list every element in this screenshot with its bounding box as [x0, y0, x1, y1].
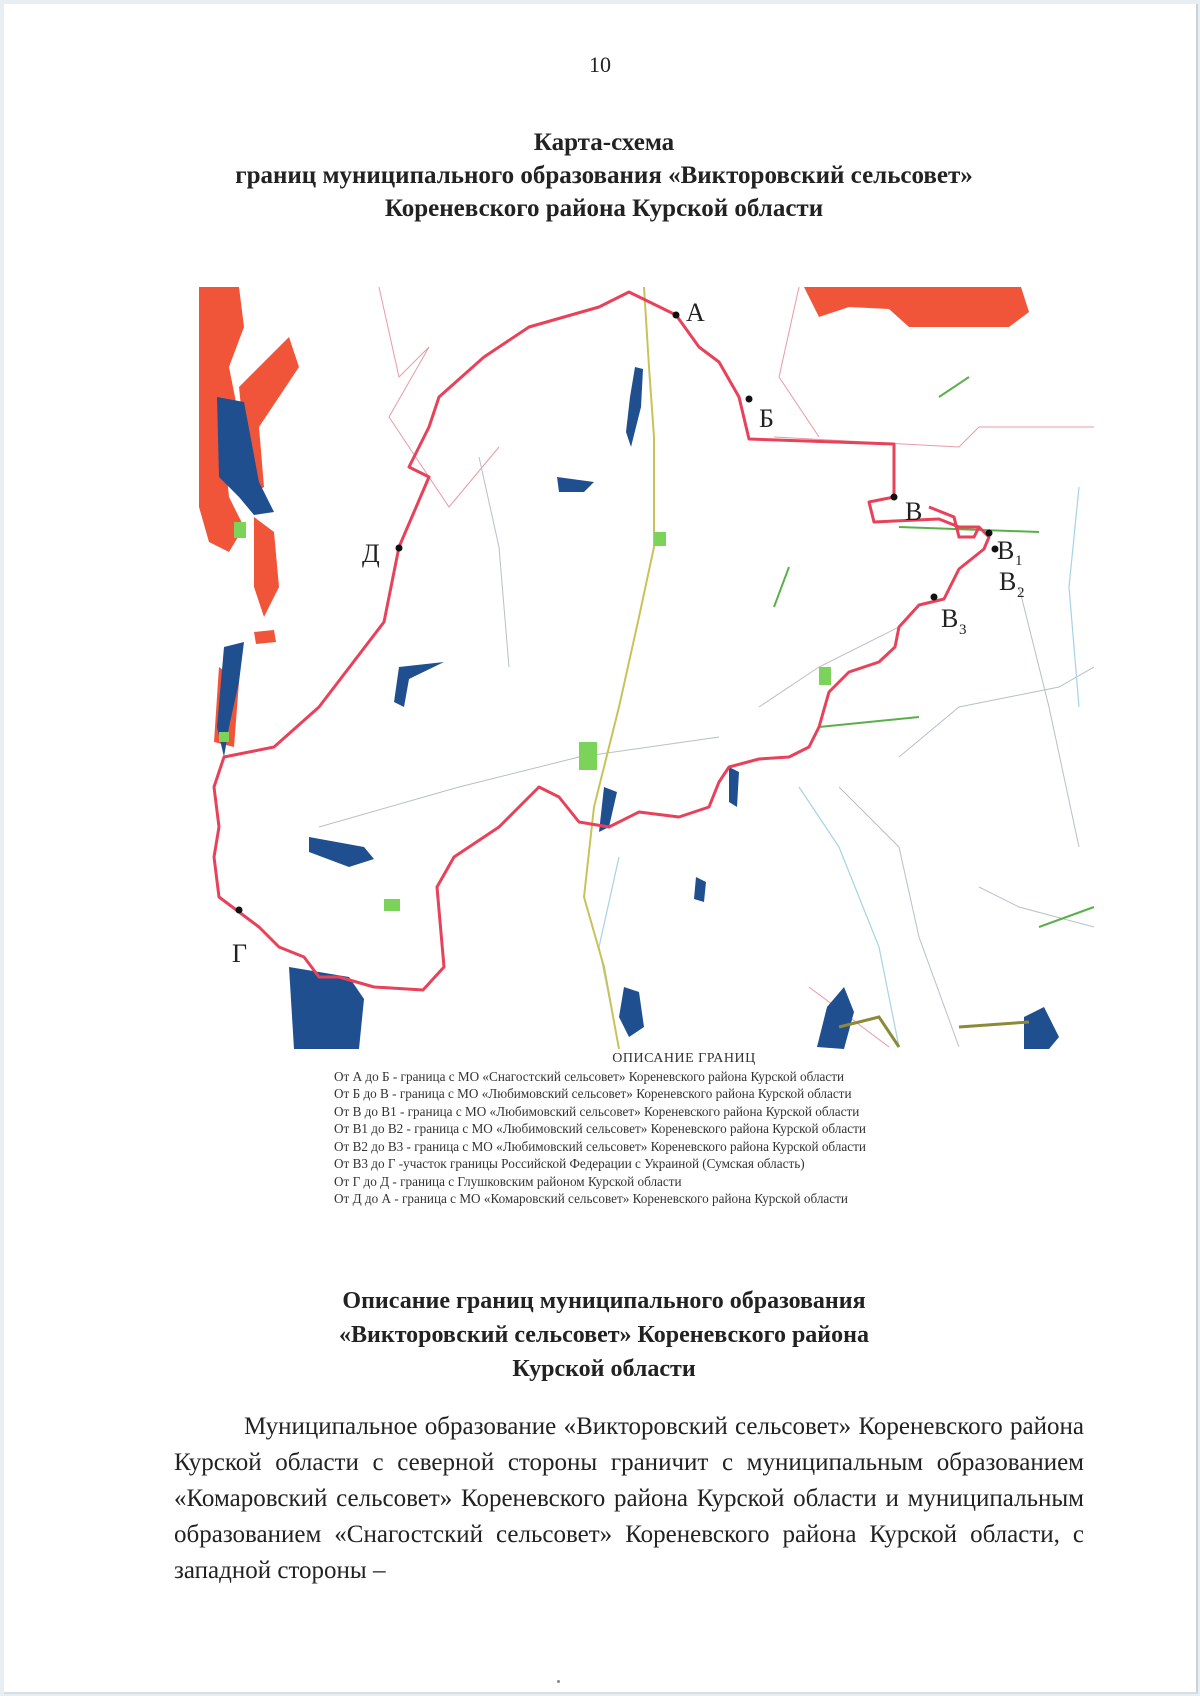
point-d-dot — [396, 545, 403, 552]
point-g-label: Г — [232, 939, 248, 968]
section-heading — [124, 1284, 1084, 1386]
point-d-label: Д — [362, 539, 380, 568]
point-v3-dot — [931, 594, 938, 601]
legend-row: От Д до А - граница с МО «Комаровский сельсовет» Кореневского района Курской области — [334, 1191, 848, 1206]
point-v1-label: В — [997, 536, 1015, 565]
scan-speck — [557, 1680, 560, 1683]
section-heading-line-2: «Викторовский сельсовет» Кореневского района — [339, 1322, 869, 1348]
point-b-dot — [746, 396, 753, 403]
body-paragraph: Муниципальное образование «Викторовский сельсовет» Кореневского района Курской области с северной стороны граничит с муниципальным образованием «Комаровский сельсовет» Кореневского района Курской области и муниципальным образованием «Снагостский сельсовет» Кореневского района Курской области, с западной стороны – — [174, 1413, 1084, 1584]
page-number: 10 — [589, 52, 611, 77]
body-text — [174, 1409, 1084, 1589]
legend-title: ОПИСАНИЕ ГРАНИЦ — [612, 1051, 756, 1066]
point-v1-dot — [986, 530, 993, 537]
point-v-dot — [891, 494, 898, 501]
point-a-label: А — [686, 298, 705, 327]
boundary-map — [199, 287, 1094, 1049]
point-b-label: Б — [759, 404, 774, 433]
section-heading-line-1: Описание границ муниципального образования — [342, 1288, 866, 1314]
legend-row: От А до Б - граница с МО «Снагостский сельсовет» Кореневского района Курской области — [334, 1068, 845, 1084]
point-v-label: В — [905, 497, 923, 526]
point-v1-subscript: 1 — [1015, 553, 1023, 569]
legend-row: От В2 до В3 - граница с МО «Любимовский сельсовет» Кореневского района Курской области — [334, 1138, 866, 1154]
point-g-dot — [236, 907, 243, 914]
point-v3-label: В — [941, 604, 959, 633]
map-title-line-2: границ муниципального образования «Викторовский сельсовет» — [235, 162, 973, 189]
legend-row: От В3 до Г -участок границы Российской Федерации с Украиной (Сумская область) — [334, 1156, 805, 1171]
map-title-line-1: Карта-схема — [533, 129, 675, 156]
boundary-map-svg — [199, 287, 1094, 1049]
section-heading-line-3: Курской области — [512, 1356, 696, 1382]
document-page — [4, 4, 1198, 1694]
point-v2-subscript: 2 — [1017, 585, 1025, 601]
point-v2-label: В — [999, 567, 1017, 596]
legend-row: От В до В1 - граница с МО «Любимовский сельсовет» Кореневского района Курской области — [334, 1103, 860, 1119]
point-a-dot — [673, 312, 680, 319]
map-title-line-3: Кореневского района Курской области — [384, 195, 824, 222]
point-v3-subscript: 3 — [959, 622, 967, 638]
legend-row: От Б до В - граница с МО «Любимовский сельсовет» Кореневского района Курской области — [334, 1086, 852, 1101]
map-title — [104, 126, 1104, 225]
legend-row: От Г до Д - граница с Глушковским районом Курской области — [334, 1173, 682, 1189]
boundary-legend — [334, 1050, 1114, 1208]
legend-row: От В1 до В2 - граница с МО «Любимовский сельсовет» Кореневского района Курской области — [334, 1121, 866, 1136]
